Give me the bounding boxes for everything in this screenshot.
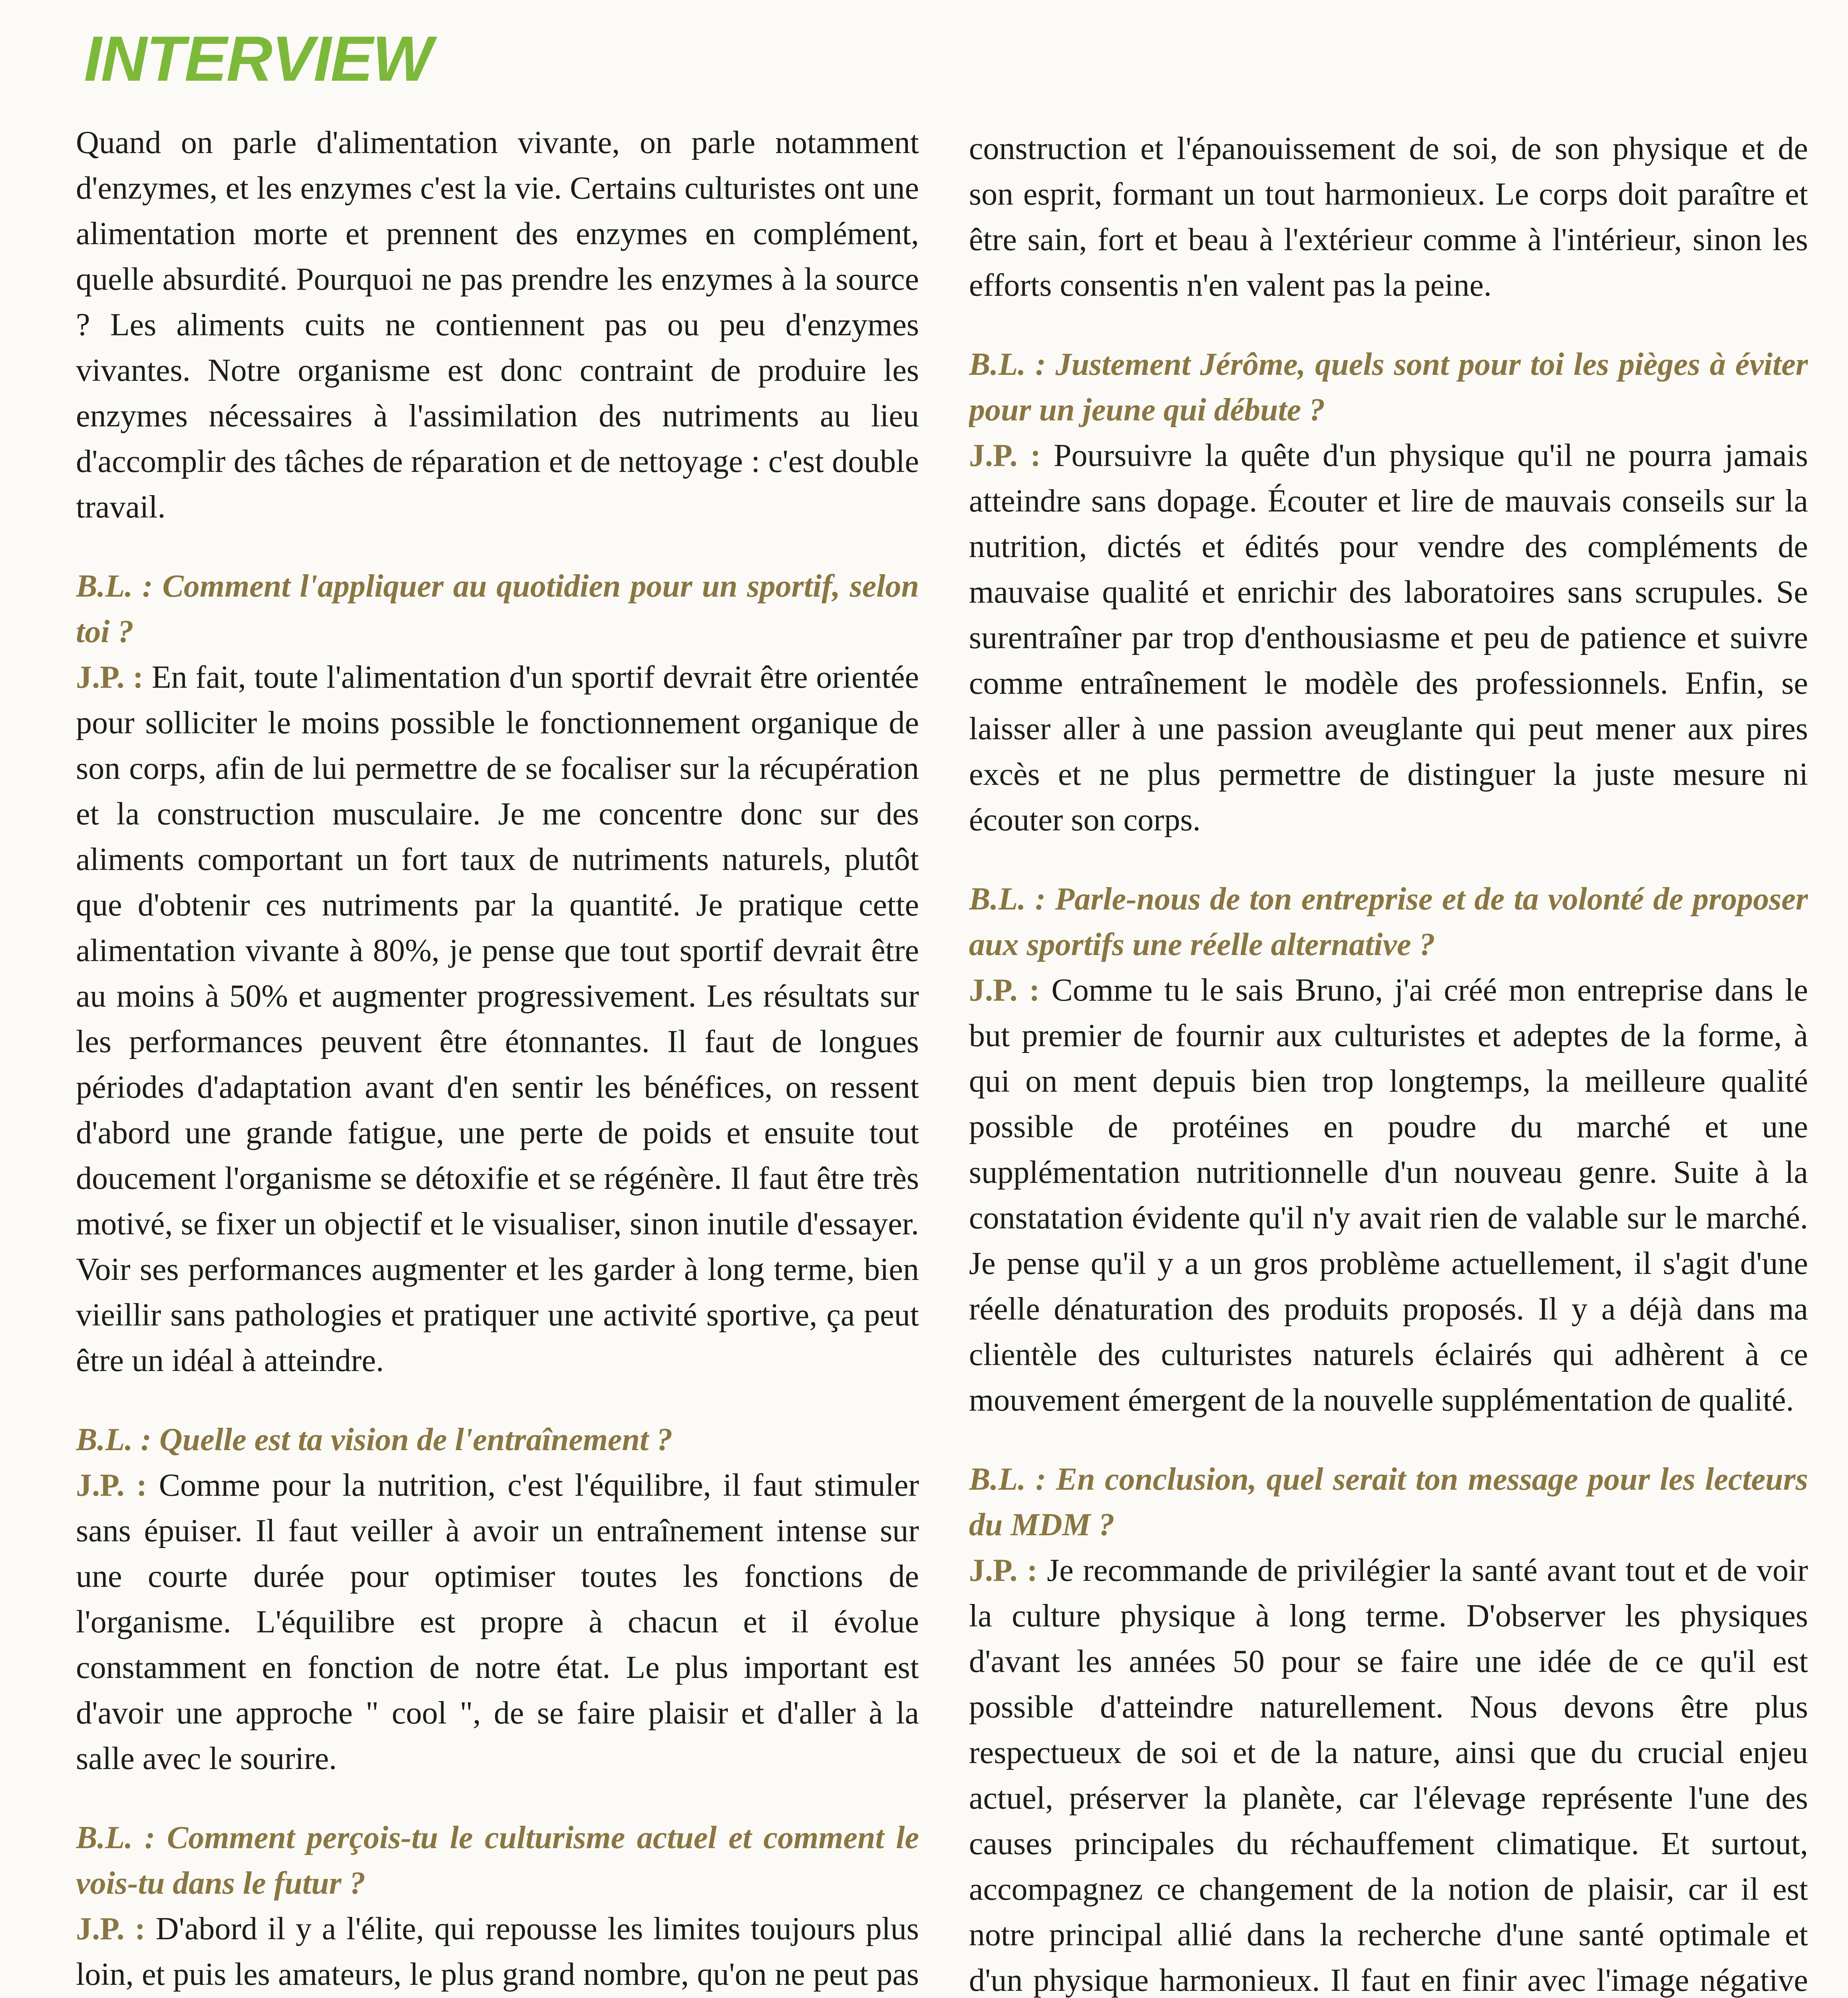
intro-block	[76, 120, 919, 530]
continuation-paragraph: construction et l'épanouissement de soi, de son physique et de son esprit, formant un tout harmonieux. Le corps doit paraître et être sain, fort et beau à l'extérieur comme à l'intérieur, sinon les efforts consentis n'en valent pas la peine.	[969, 131, 1808, 303]
answer-2-speaker: J.P. :	[76, 1468, 147, 1503]
answer-5	[969, 967, 1808, 1423]
answer-6-text: Je recommande de privilégier la santé avant tout et de voir la culture physique à long terme. D'observer les physiques d'avant les années 50 pour se faire une idée de ce qu'il est possible d'atteindre naturellement. Nous devons être plus respectueux de soi et de la nature, ainsi que du crucial enjeu actuel, préserver la planète, car l'élevage représente l'une des causes principales du réchauffement climatique. Et surtout, accompagnez ce changement de la notion de plaisir, car il est notre principal allié dans la recherche d'une santé optimale et d'un physique harmonieux. Il faut en finir avec l'image négative	[969, 1553, 1808, 1998]
answer-2	[76, 1463, 919, 1781]
question-5: B.L. : Parle-nous de ton entreprise et de ta volonté de proposer aux sportifs une réelle alternative ?	[969, 882, 1808, 962]
answer-1	[76, 655, 919, 1383]
right-column	[969, 126, 1808, 1998]
answer-2-text: Comme pour la nutrition, c'est l'équilibre, il faut stimuler sans épuiser. Il faut veiller à avoir un entraînement intense sur une courte durée pour optimiser toutes les fonctions de l'organisme. L'équilibre est propre à chacun et il évolue constamment en fonction de notre état. Le plus important est d'avoir une approche " cool ", de se faire plaisir et d'aller à la salle avec le sourire.	[76, 1468, 919, 1776]
answer-6-speaker: J.P. :	[969, 1553, 1038, 1588]
answer-4-text: Poursuivre la quête d'un physique qu'il ne pourra jamais atteindre sans dopage. Écouter et lire de mauvais conseils sur la nutrition, dictés et édités pour vendre des compléments de mauvaise qualité et enrichir des laboratoires sans scrupules. Se surentraîner par trop d'enthousiasme et peu de patience et suivre comme entraînement le modèle des professionnels. Enfin, se laisser aller à une passion aveuglante qui peut mener aux pires excès et ne plus permettre de distinguer la juste mesure ni écouter son corps.	[969, 438, 1808, 838]
qa-block-1	[76, 563, 919, 1383]
answer-5-text: Comme tu le sais Bruno, j'ai créé mon entreprise dans le but premier de fournir aux culturistes et adeptes de la forme, à qui on ment depuis bien trop longtemps, la meilleure qualité possible de protéines en poudre du marché et une supplémentation nutritionnelle d'un nouveau genre. Suite à la constatation évidente qu'il n'y avait rien de valable sur le marché. Je pense qu'il y a un gros problème actuellement, il s'agit d'une réelle dénaturation des produits proposés. Il y a déjà dans ma clientèle des culturistes naturels éclairés qui adhèrent à ce mouvement émergent de la nouvelle supplémentation de qualité.	[969, 973, 1808, 1418]
answer-1-text: En fait, toute l'alimentation d'un sportif devrait être orientée pour solliciter le moins possible le fonctionnement organique de son corps, afin de lui permettre de se focaliser sur la récupération et la construction musculaire. Je me concentre donc sur des aliments comportant un fort taux de nutriments naturels, plutôt que d'obtenir ces nutriments par la quantité. Je pratique cette alimentation vivante à 80%, je pense que tout sportif devrait être au moins à 50% et augmenter progressivement. Les résultats sur les performances peuvent être étonnantes. Il faut de longues périodes d'adaptation avant d'en sentir les bénéfices, on ressent d'abord une grande fatigue, une perte de poids et ensuite tout doucement l'organisme se détoxifie et se régénère. Il faut être très motivé, se fixer un objectif et le visualiser, sinon inutile d'essayer. Voir ses performances augmenter et les garder à long terme, bien vieillir sans pathologies et pratiquer une activité sportive, ça peut être un idéal à atteindre.	[76, 660, 919, 1378]
question-3: B.L. : Comment perçois-tu le culturisme actuel et comment le vois-tu dans le futur ?	[76, 1820, 919, 1901]
answer-3	[76, 1906, 919, 1998]
answer-4	[969, 433, 1808, 843]
answer-3-speaker: J.P. :	[76, 1911, 145, 1946]
qa-block-5	[969, 876, 1808, 1423]
section-title: INTERVIEW	[84, 23, 432, 94]
answer-1-speaker: J.P. :	[76, 660, 143, 695]
question-4: B.L. : Justement Jérôme, quels sont pour toi les pièges à éviter pour un jeune qui débute ?	[969, 347, 1808, 428]
answer-6	[969, 1548, 1808, 1998]
question-1: B.L. : Comment l'appliquer au quotidien pour un sportif, selon toi ?	[76, 569, 919, 649]
question-6: B.L. : En conclusion, quel serait ton message pour les lecteurs du MDM ?	[969, 1462, 1808, 1542]
continuation-block	[969, 126, 1808, 308]
question-2: B.L. : Quelle est ta vision de l'entraînement ?	[76, 1422, 673, 1457]
intro-paragraph: Quand on parle d'alimentation vivante, on parle notamment d'enzymes, et les enzymes c'est la vie. Certains culturistes ont une alimentation morte et prennent des enzymes en complément, quelle absurdité. Pourquoi ne pas prendre les enzymes à la source ? Les aliments cuits ne contiennent pas ou peu d'enzymes vivantes. Notre organisme est donc contraint de produire les enzymes nécessaires à l'assimilation des nutriments au lieu d'accomplir des tâches de réparation et de nettoyage : c'est double travail.	[76, 125, 919, 525]
qa-block-4	[969, 342, 1808, 843]
left-column	[76, 120, 919, 1998]
qa-block-2	[76, 1417, 919, 1781]
answer-4-speaker: J.P. :	[969, 438, 1041, 473]
qa-block-6	[969, 1457, 1808, 1998]
qa-block-3	[76, 1815, 919, 1998]
answer-3-text: D'abord il y a l'élite, qui repousse les limites toujours plus loin, et puis les amateurs, le plus grand nombre, qu'on ne peut pas	[76, 1911, 919, 1992]
answer-5-speaker: J.P. :	[969, 973, 1040, 1008]
